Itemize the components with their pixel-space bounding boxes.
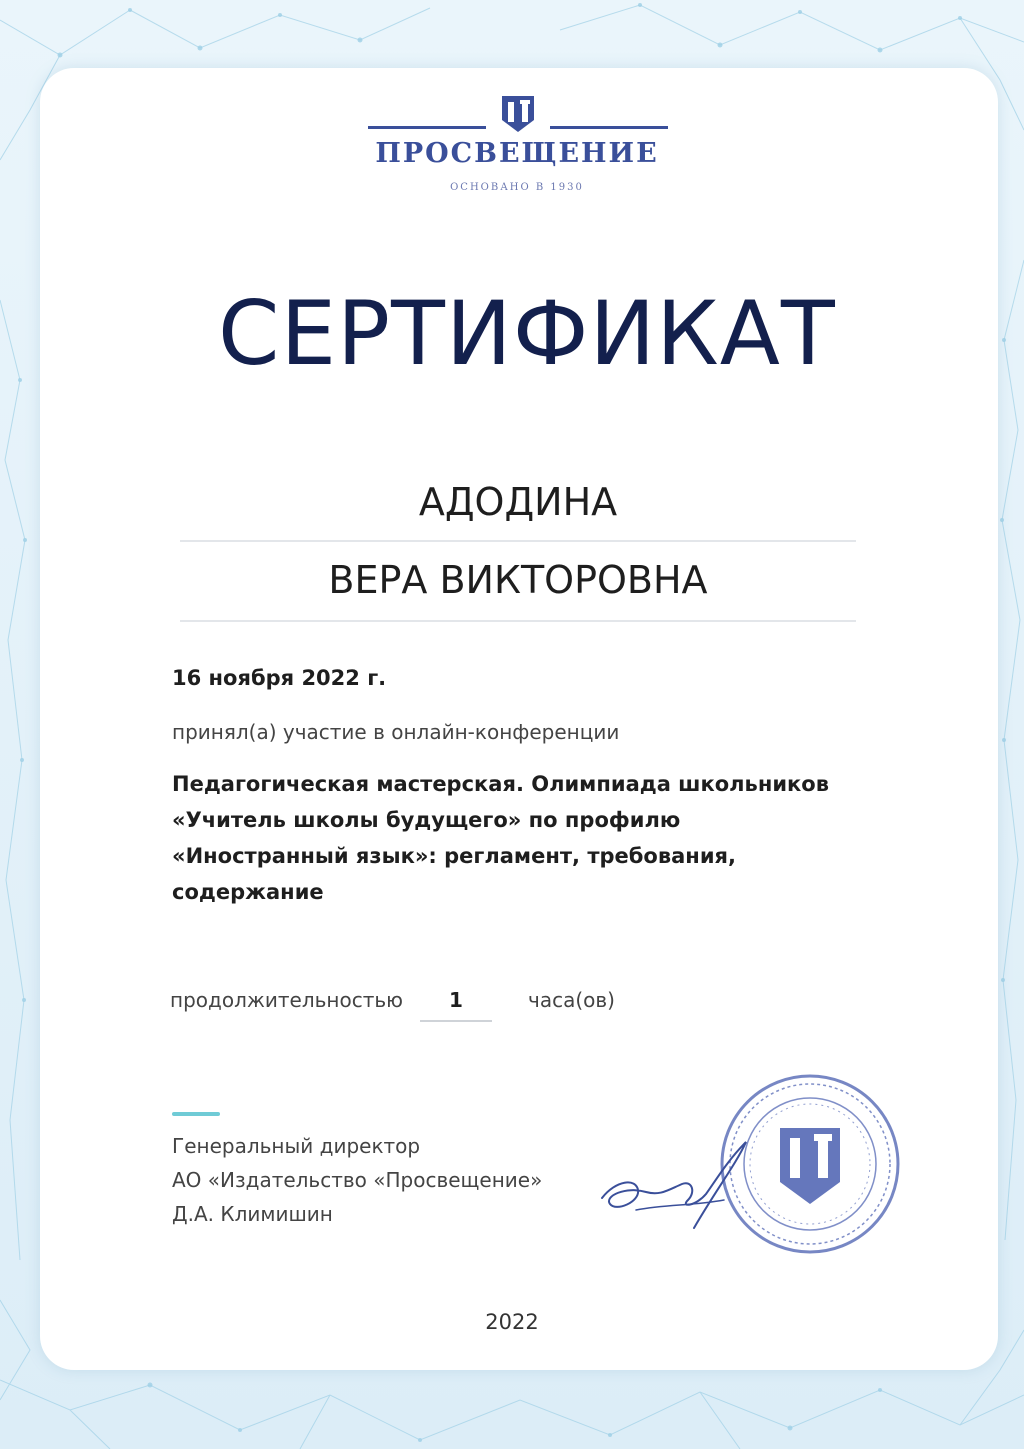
name-underline-1 xyxy=(180,540,856,542)
signatory-name: Д.А. Климишин xyxy=(172,1202,333,1226)
certificate-title: СЕРТИФИКАТ xyxy=(218,282,836,385)
duration-unit: часа(ов) xyxy=(528,988,615,1012)
event-title: Педагогическая мастерская. Олимпиада школьников «Учитель школы будущего» по профилю «Иностранный язык»: регламент, требования, содержание xyxy=(172,772,830,904)
duration-label: продолжительностью xyxy=(170,988,403,1012)
duration-underline xyxy=(420,1020,492,1022)
logo-rule-left xyxy=(368,126,486,129)
logo-rule-right xyxy=(550,126,668,129)
publisher-logo xyxy=(366,92,668,212)
seal-emblem-icon xyxy=(780,1128,840,1204)
recipient-last-name: АДОДИНА xyxy=(418,480,618,524)
publisher-emblem-icon xyxy=(500,94,536,134)
accent-bar xyxy=(172,1112,220,1116)
publisher-name: ПРОСВЕЩЕНИЕ xyxy=(375,138,659,169)
participation-text: принял(а) участие в онлайн-конференции xyxy=(172,720,620,744)
signatory-organization: АО «Издательство «Просвещение» xyxy=(172,1168,543,1192)
signatory-position: Генеральный директор xyxy=(172,1134,421,1158)
signature xyxy=(596,1120,766,1240)
name-underline-2 xyxy=(180,620,856,622)
publisher-tagline: ОСНОВАНО В 1930 xyxy=(450,182,584,193)
event-date: 16 ноября 2022 г. xyxy=(172,666,387,690)
duration-value: 1 xyxy=(449,988,463,1012)
recipient-first-middle-name: ВЕРА ВИКТОРОВНА xyxy=(328,558,708,602)
certificate-year: 2022 xyxy=(485,1310,539,1334)
